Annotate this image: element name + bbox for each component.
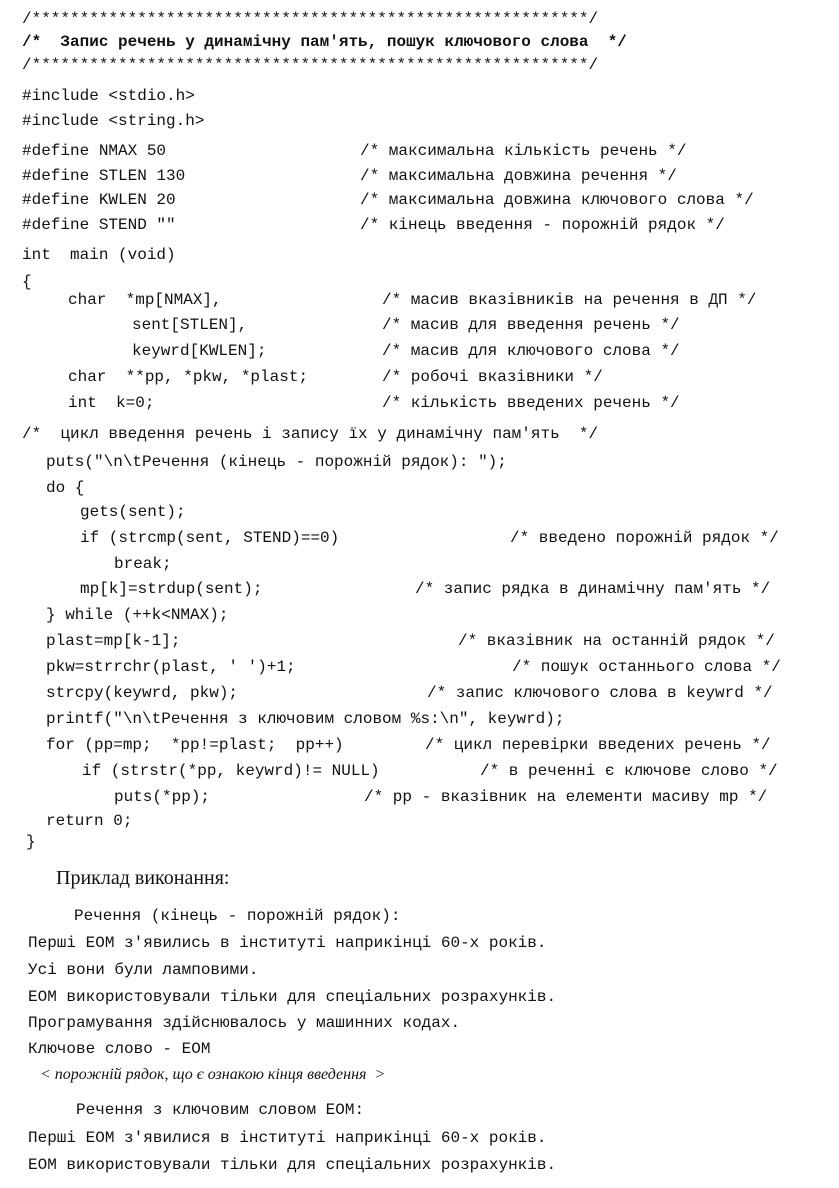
header-title: /* Запис речень у динамічну пам'ять, пошук ключового слова */ [22, 33, 627, 51]
code-comment-stlen: /* максимальна довжина речення */ [360, 167, 677, 185]
code-decl-sent: sent[STLEN], [132, 316, 248, 334]
code-pkw-line: pkw=strrchr(plast, ' ')+1; [46, 658, 296, 676]
code-gets-line: gets(sent); [80, 503, 186, 521]
code-do-open: do { [46, 479, 85, 497]
code-comment-pkw: /* пошук останнього слова */ [512, 658, 781, 676]
code-decl-keywrd: keywrd[KWLEN]; [132, 342, 267, 360]
code-if-strstr: if (strstr(*pp, keywrd)!= NULL) [82, 762, 380, 780]
code-comment-if-strstr: /* в реченні є ключове слово */ [480, 762, 778, 780]
example-result-1: Перші ЕОМ з'явилися в інституті наприкінці 60-х років. [28, 1129, 547, 1147]
example-input-1: Перші ЕОМ з'явились в інституті наприкінці 60-х років. [28, 934, 547, 952]
code-strcpy-line: strcpy(keywrd, pkw); [46, 684, 239, 702]
example-result-header: Речення з ключовим словом ЕОМ: [76, 1101, 365, 1119]
code-comment-strcpy: /* запис ключового слова в keywrd */ [427, 684, 773, 702]
example-caption: Приклад виконання: [56, 867, 230, 889]
code-comment-pp: /* робочі вказівники */ [382, 368, 603, 386]
code-comment-kwlen: /* максимальна довжина ключового слова */ [360, 191, 754, 209]
code-plast-line: plast=mp[k-1]; [46, 632, 181, 650]
header-rule-top: /**********************************************************/ [22, 10, 599, 28]
code-for-line: for (pp=mp; *pp!=plast; pp++) [46, 736, 344, 754]
code-comment-keywrd: /* масив для ключового слова */ [382, 342, 680, 360]
code-break-line: break; [114, 555, 172, 573]
header-rule-bottom: /**********************************************************/ [22, 56, 599, 74]
code-strdup-line: mp[k]=strdup(sent); [80, 580, 263, 598]
code-comment-k: /* кількість введених речень */ [382, 394, 680, 412]
code-comment-nmax: /* максимальна кількість речень */ [360, 142, 687, 160]
code-comment-stend: /* кінець введення - порожній рядок */ [360, 216, 725, 234]
code-comment-loop: /* цикл введення речень і запису їх у динамічну пам'ять */ [22, 425, 599, 443]
code-puts-prompt: puts("\n\tРечення (кінець - порожній рядок): "); [46, 453, 507, 471]
example-result-2: ЕОМ використовували тільки для спеціальних розрахунків. [28, 1156, 557, 1174]
code-brace-close: } [26, 833, 36, 851]
code-while-line: } while (++k<NMAX); [46, 606, 229, 624]
code-comment-mp: /* масив вказівників на речення в ДП */ [382, 291, 757, 309]
code-main-decl: int main (void) [22, 246, 176, 264]
example-input-2: Усі вони були ламповими. [28, 961, 259, 979]
code-include-string: #include <string.h> [22, 112, 205, 130]
code-define-stend: #define STEND "" [22, 216, 176, 234]
code-printf-line: printf("\n\tРечення з ключовим словом %s:\n", keywrd); [46, 710, 565, 728]
code-brace-open: { [22, 273, 32, 291]
code-include-stdio: #include <stdio.h> [22, 87, 195, 105]
code-decl-mp: char *mp[NMAX], [68, 291, 222, 309]
code-comment-sent: /* масив для введення речень */ [382, 316, 680, 334]
example-input-4: Програмування здійснювалось у машинних кодах. [28, 1014, 461, 1032]
code-define-nmax: #define NMAX 50 [22, 142, 167, 160]
code-comment-for: /* цикл перевірки введених речень */ [425, 736, 771, 754]
example-input-3: ЕОМ використовували тільки для спеціальних розрахунків. [28, 988, 557, 1006]
example-prompt: Речення (кінець - порожній рядок): [74, 907, 401, 925]
code-decl-pp: char **pp, *pkw, *plast; [68, 368, 309, 386]
example-input-5: Ключове слово - ЕОМ [28, 1040, 211, 1058]
code-if-strcmp: if (strcmp(sent, STEND)==0) [80, 529, 340, 547]
example-empty-note: < порожній рядок, що є ознакою кінця введення > [40, 1066, 386, 1083]
code-comment-puts-pp: /* pp - вказівник на елементи масиву mp */ [364, 788, 768, 806]
code-define-stlen: #define STLEN 130 [22, 167, 186, 185]
code-define-kwlen: #define KWLEN 20 [22, 191, 176, 209]
code-comment-if-strcmp: /* введено порожній рядок */ [510, 529, 779, 547]
code-puts-pp: puts(*pp); [114, 788, 211, 806]
code-return-line: return 0; [46, 812, 133, 830]
code-comment-strdup: /* запис рядка в динамічну пам'ять */ [415, 580, 771, 598]
code-comment-plast: /* вказівник на останній рядок */ [458, 632, 775, 650]
code-decl-k: int k=0; [68, 394, 155, 412]
